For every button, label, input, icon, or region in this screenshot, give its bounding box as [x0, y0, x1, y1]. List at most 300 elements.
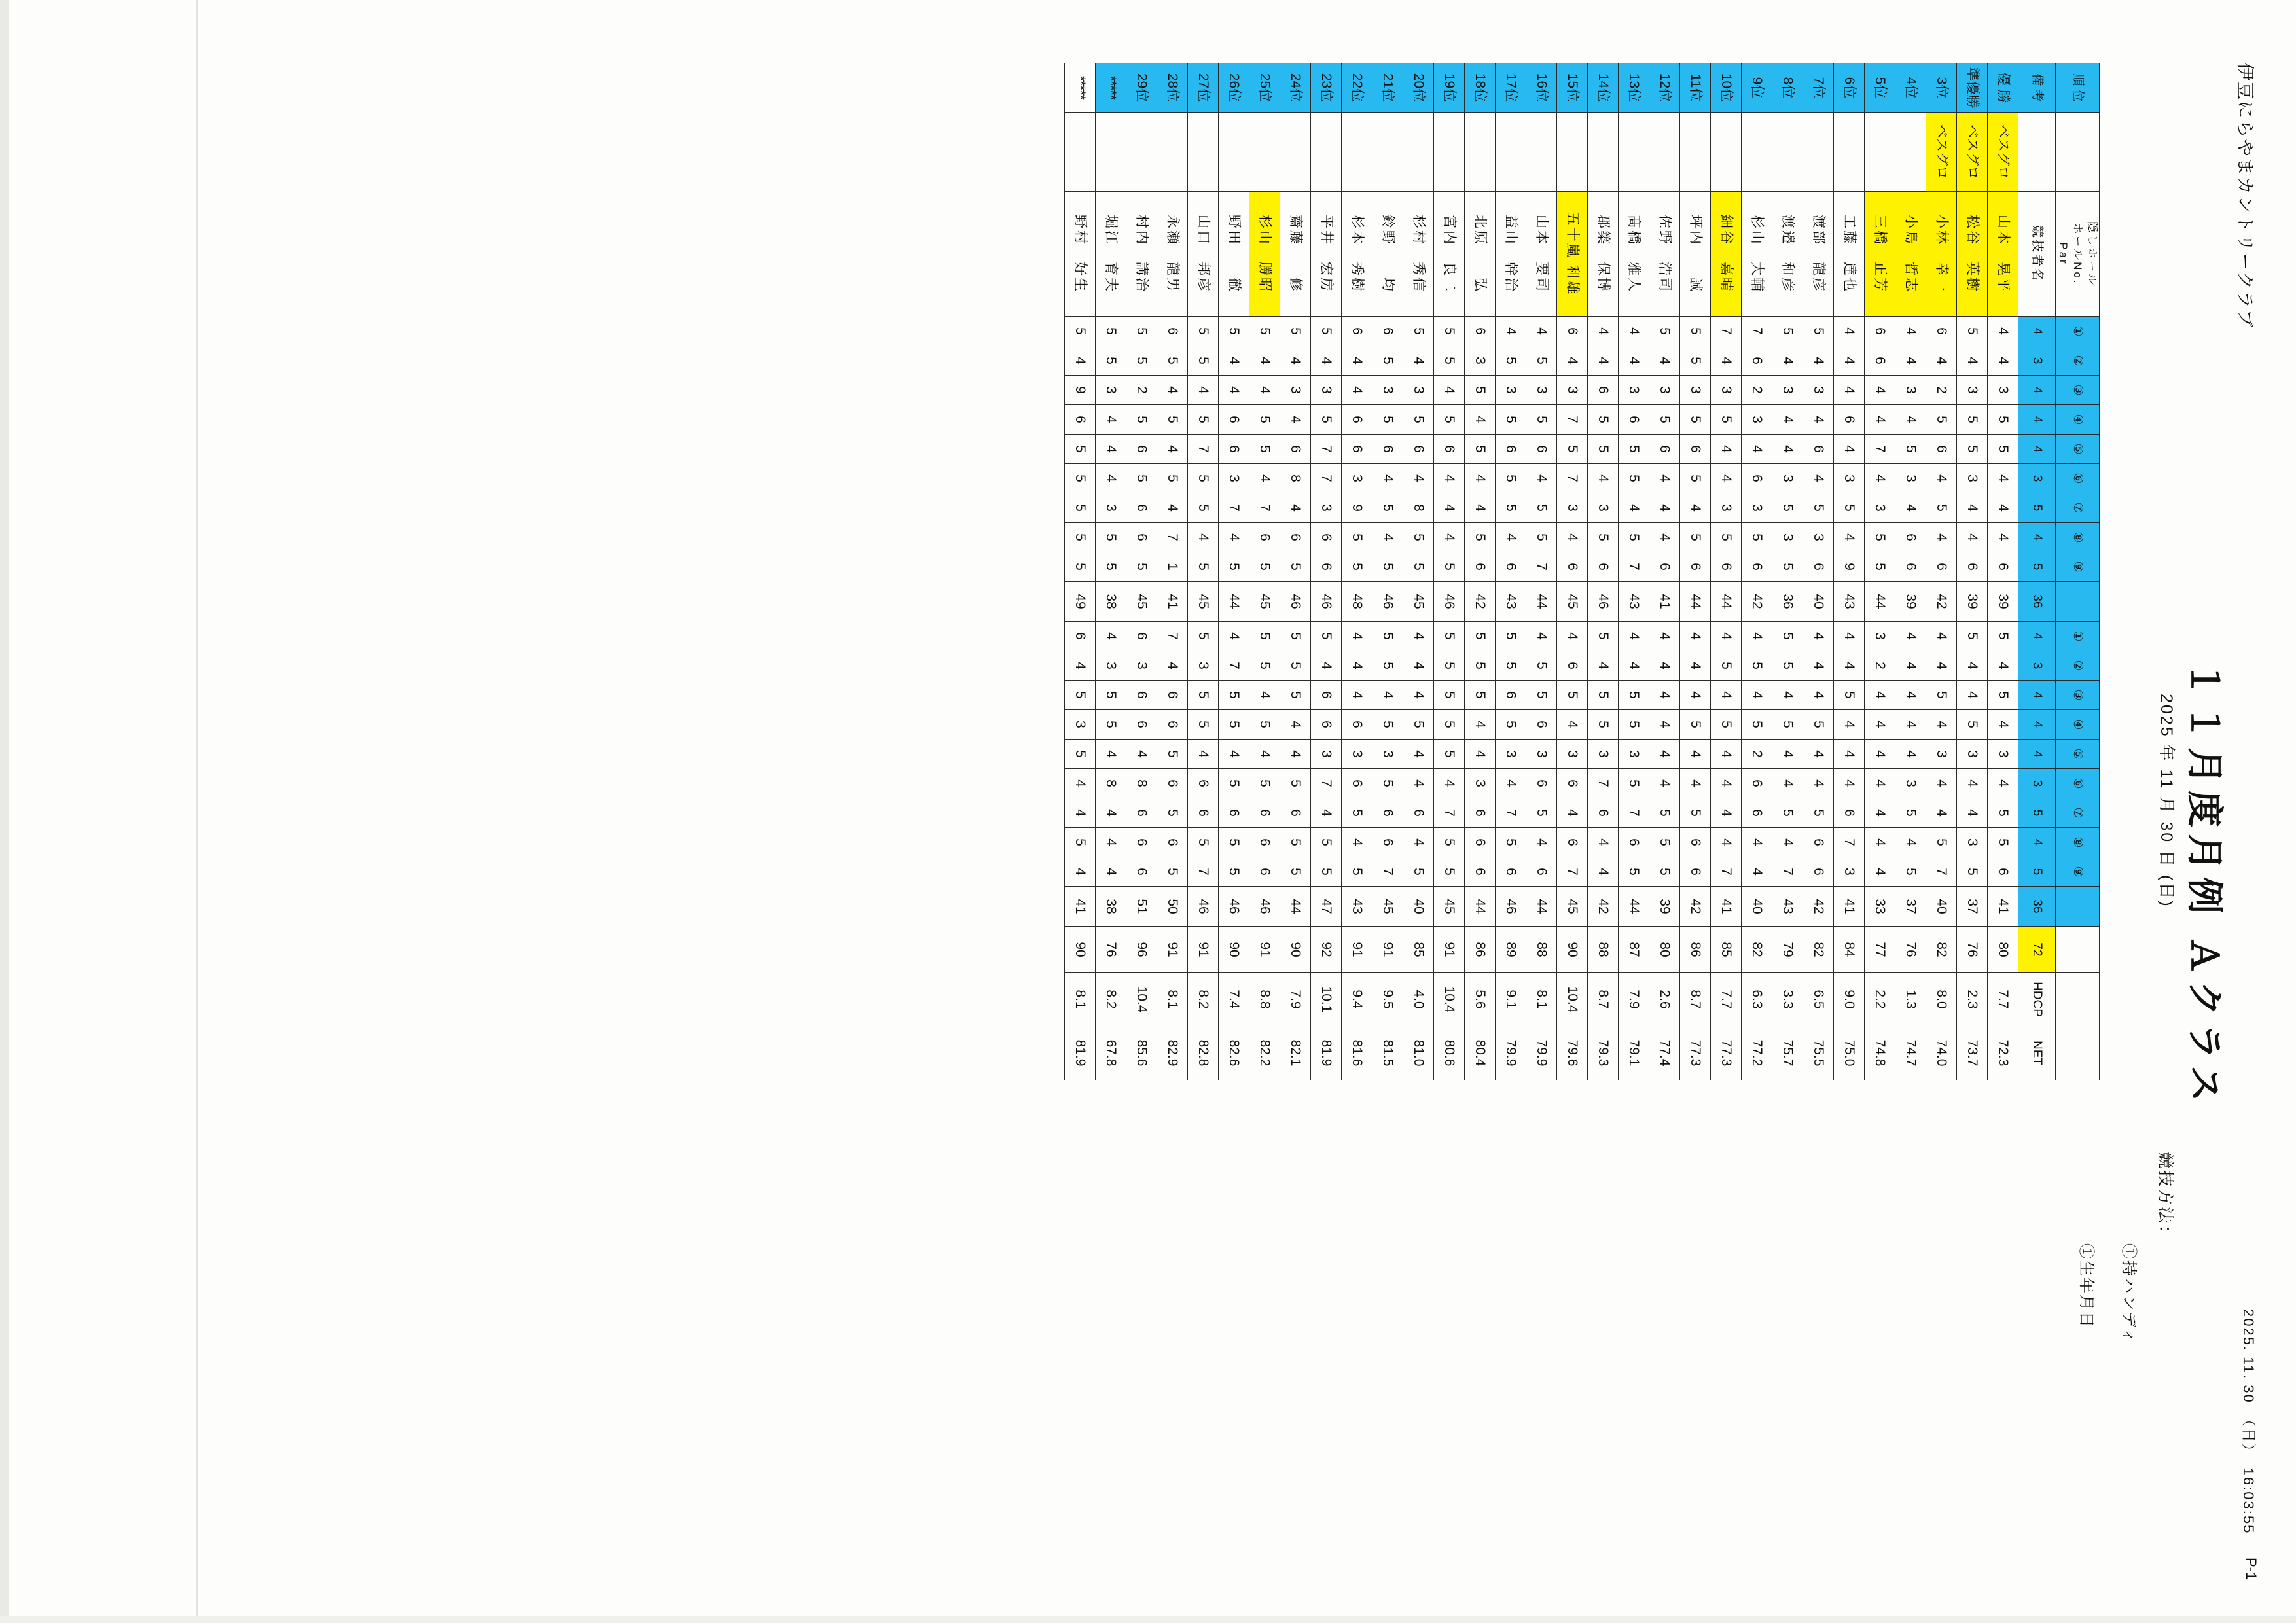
row-23-out-9: 5	[1280, 552, 1311, 582]
row-21-out-3: 4	[1342, 376, 1372, 405]
row-29-in-6: 8	[1096, 769, 1126, 798]
row-17-out-2: 3	[1465, 346, 1496, 376]
row-9-rank: 10位	[1711, 63, 1742, 113]
row-11-out-6: 4	[1649, 464, 1680, 493]
row-12-in-5: 3	[1619, 740, 1649, 769]
table-row	[1403, 63, 1434, 1080]
row-18-hdcp: 10.4	[1434, 973, 1465, 1026]
row-0-hdcp: 7.7	[1988, 973, 2018, 1026]
par-in-5: 4	[2018, 740, 2056, 769]
row-20-in-1: 5	[1372, 622, 1403, 651]
row-7-in-6: 4	[1772, 769, 1803, 798]
par-out-5: 4	[2018, 435, 2056, 464]
row-7-note	[1772, 113, 1803, 192]
row-6-name: 渡部 龍彦	[1803, 192, 1834, 317]
row-29-out-6: 4	[1096, 464, 1126, 493]
row-3-out-8: 6	[1895, 523, 1926, 552]
row-27-out-6: 5	[1157, 464, 1188, 493]
row-28-out-5: 6	[1126, 435, 1157, 464]
par-total: 72	[2018, 927, 2056, 973]
row-15-in-9: 6	[1526, 857, 1557, 887]
row-6-in-7: 5	[1803, 798, 1834, 828]
row-1-out-9: 6	[1957, 552, 1988, 582]
row-10-out-8: 5	[1680, 523, 1711, 552]
row-25-in-8: 5	[1219, 828, 1249, 857]
row-8-rank: 9位	[1742, 63, 1772, 113]
row-0-out-4: 5	[1988, 405, 2018, 435]
row-21-in-1: 4	[1342, 622, 1372, 651]
row-10-in-8: 6	[1680, 828, 1711, 857]
row-5-out-2: 4	[1834, 346, 1865, 376]
header-player: 競技者名	[2018, 192, 2056, 317]
row-17-in-5: 4	[1465, 740, 1496, 769]
row-1-out-3: 3	[1957, 376, 1988, 405]
row-15-out-3: 3	[1526, 376, 1557, 405]
row-3-total: 76	[1895, 927, 1926, 973]
row-26-out-9: 5	[1188, 552, 1219, 582]
row-19-in-3: 4	[1403, 681, 1434, 710]
row-7-out-9: 5	[1772, 552, 1803, 582]
row-18-out-3: 4	[1434, 376, 1465, 405]
row-20-total: 91	[1372, 927, 1403, 973]
row-25-in-5: 4	[1219, 740, 1249, 769]
row-23-out-7: 4	[1280, 493, 1311, 523]
row-20-out-5: 6	[1372, 435, 1403, 464]
row-22-name: 平井 宏房	[1311, 192, 1342, 317]
row-14-out-3: 3	[1557, 376, 1588, 405]
row-7-in-9: 7	[1772, 857, 1803, 887]
row-15-in-4: 6	[1526, 710, 1557, 740]
row-1-in-6: 4	[1957, 769, 1988, 798]
row-26-out-8: 4	[1188, 523, 1219, 552]
row-4-in-5: 4	[1865, 740, 1895, 769]
par-in-9: 5	[2018, 857, 2056, 887]
row-16-out-sum: 43	[1496, 582, 1526, 622]
row-3-in-8: 4	[1895, 828, 1926, 857]
row-22-out-sum: 46	[1311, 582, 1342, 622]
row-28-name: 村内 講治	[1126, 192, 1157, 317]
row-24-in-2: 5	[1249, 651, 1280, 681]
row-0-in-9: 6	[1988, 857, 2018, 887]
row-2-out-sum: 42	[1926, 582, 1957, 622]
par-out-1: 4	[2018, 317, 2056, 346]
row-30-in-4: 3	[1065, 710, 1096, 740]
row-29-in-3: 5	[1096, 681, 1126, 710]
row-6-in-1: 4	[1803, 622, 1834, 651]
row-30-in-5: 5	[1065, 740, 1096, 769]
row-22-out-9: 6	[1311, 552, 1342, 582]
row-24-in-4: 5	[1249, 710, 1280, 740]
row-11-out-7: 4	[1649, 493, 1680, 523]
row-25-out-3: 4	[1219, 376, 1249, 405]
row-12-name: 髙橋 雅人	[1619, 192, 1649, 317]
row-12-in-8: 6	[1619, 828, 1649, 857]
row-10-in-1: 4	[1680, 622, 1711, 651]
row-18-net: 80.6	[1434, 1026, 1465, 1080]
row-11-out-sum: 41	[1649, 582, 1680, 622]
row-2-in-4: 4	[1926, 710, 1957, 740]
row-15-out-4: 5	[1526, 405, 1557, 435]
row-7-out-5: 4	[1772, 435, 1803, 464]
row-29-out-2: 5	[1096, 346, 1126, 376]
row-23-in-2: 5	[1280, 651, 1311, 681]
row-0-rank: 優 勝	[1988, 63, 2018, 113]
row-27-out-3: 4	[1157, 376, 1188, 405]
row-28-out-3: 2	[1126, 376, 1157, 405]
row-5-out-1: 4	[1834, 317, 1865, 346]
row-17-out-8: 5	[1465, 523, 1496, 552]
row-9-out-3: 3	[1711, 376, 1742, 405]
row-16-out-2: 5	[1496, 346, 1526, 376]
row-19-out-4: 5	[1403, 405, 1434, 435]
row-14-out-5: 5	[1557, 435, 1588, 464]
row-13-in-4: 5	[1588, 710, 1619, 740]
header-out-hole-3: ③	[2056, 376, 2100, 405]
row-28-out-9: 5	[1126, 552, 1157, 582]
row-16-out-3: 3	[1496, 376, 1526, 405]
row-25-out-5: 6	[1219, 435, 1249, 464]
row-20-out-3: 3	[1372, 376, 1403, 405]
row-26-net: 82.8	[1188, 1026, 1219, 1080]
row-14-out-8: 4	[1557, 523, 1588, 552]
row-20-out-9: 5	[1372, 552, 1403, 582]
row-4-in-1: 3	[1865, 622, 1895, 651]
row-17-in-6: 3	[1465, 769, 1496, 798]
row-23-net: 82.1	[1280, 1026, 1311, 1080]
row-26-out-4: 5	[1188, 405, 1219, 435]
row-30-out-sum: 49	[1065, 582, 1096, 622]
row-19-in-2: 4	[1403, 651, 1434, 681]
row-29-net: 67.8	[1096, 1026, 1126, 1080]
row-24-out-3: 4	[1249, 376, 1280, 405]
row-11-total: 80	[1649, 927, 1680, 973]
row-21-name: 杉本 秀樹	[1342, 192, 1372, 317]
row-27-out-9: 1	[1157, 552, 1188, 582]
row-1-in-1: 5	[1957, 622, 1988, 651]
row-19-in-5: 4	[1403, 740, 1434, 769]
row-14-in-1: 4	[1557, 622, 1588, 651]
row-27-in-2: 4	[1157, 651, 1188, 681]
row-13-hdcp: 8.7	[1588, 973, 1619, 1026]
row-2-in-6: 4	[1926, 769, 1957, 798]
table-row	[1988, 63, 2018, 1080]
row-24-in-sum: 46	[1249, 887, 1280, 927]
row-7-in-4: 5	[1772, 710, 1803, 740]
row-10-out-5: 6	[1680, 435, 1711, 464]
row-4-out-5: 7	[1865, 435, 1895, 464]
row-29-total: 76	[1096, 927, 1126, 973]
header-out-hole-1: ①	[2056, 317, 2100, 346]
row-26-hdcp: 8.2	[1188, 973, 1219, 1026]
row-22-out-3: 3	[1311, 376, 1342, 405]
row-1-out-2: 4	[1957, 346, 1988, 376]
row-14-net: 79.6	[1557, 1026, 1588, 1080]
row-23-out-2: 4	[1280, 346, 1311, 376]
row-13-out-2: 4	[1588, 346, 1619, 376]
row-18-in-6: 4	[1434, 769, 1465, 798]
row-27-in-6: 6	[1157, 769, 1188, 798]
row-10-out-1: 5	[1680, 317, 1711, 346]
row-7-out-sum: 36	[1772, 582, 1803, 622]
row-30-out-3: 9	[1065, 376, 1096, 405]
table-row	[1742, 63, 1772, 1080]
row-6-in-8: 6	[1803, 828, 1834, 857]
row-1-in-5: 3	[1957, 740, 1988, 769]
row-25-in-4: 5	[1219, 710, 1249, 740]
row-4-out-1: 6	[1865, 317, 1895, 346]
row-8-out-3: 2	[1742, 376, 1772, 405]
row-11-in-3: 4	[1649, 681, 1680, 710]
row-24-out-9: 5	[1249, 552, 1280, 582]
row-27-out-sum: 41	[1157, 582, 1188, 622]
row-11-in-5: 4	[1649, 740, 1680, 769]
row-3-rank: 4位	[1895, 63, 1926, 113]
row-15-note	[1526, 113, 1557, 192]
row-8-hdcp: 6.3	[1742, 973, 1772, 1026]
row-0-in-5: 3	[1988, 740, 2018, 769]
table-row	[1895, 63, 1926, 1080]
table-row	[1157, 63, 1188, 1080]
row-22-in-6: 7	[1311, 769, 1342, 798]
row-24-in-1: 5	[1249, 622, 1280, 651]
row-26-in-4: 5	[1188, 710, 1219, 740]
row-21-total: 91	[1342, 927, 1372, 973]
row-30-out-7: 5	[1065, 493, 1096, 523]
row-23-out-6: 8	[1280, 464, 1311, 493]
row-26-out-7: 5	[1188, 493, 1219, 523]
row-7-out-1: 5	[1772, 317, 1803, 346]
row-23-out-3: 3	[1280, 376, 1311, 405]
row-17-in-7: 6	[1465, 798, 1496, 828]
row-13-in-3: 5	[1588, 681, 1619, 710]
row-28-note	[1126, 113, 1157, 192]
row-30-out-4: 6	[1065, 405, 1096, 435]
header-in-hole-7: ⑦	[2056, 798, 2100, 828]
row-5-out-5: 4	[1834, 435, 1865, 464]
row-28-in-9: 6	[1126, 857, 1157, 887]
row-30-out-1: 5	[1065, 317, 1096, 346]
row-5-out-4: 6	[1834, 405, 1865, 435]
row-26-out-sum: 45	[1188, 582, 1219, 622]
row-13-name: 郡築 保博	[1588, 192, 1619, 317]
table-row	[1126, 63, 1157, 1080]
row-8-in-8: 4	[1742, 828, 1772, 857]
row-11-name: 佐野 浩司	[1649, 192, 1680, 317]
row-24-name: 杉山 勝昭	[1249, 192, 1280, 317]
table-row	[1465, 63, 1496, 1080]
header-in-hole-5: ⑤	[2056, 740, 2100, 769]
row-16-in-sum: 46	[1496, 887, 1526, 927]
row-18-out-sum: 46	[1434, 582, 1465, 622]
row-13-rank: 14位	[1588, 63, 1619, 113]
row-0-out-1: 4	[1988, 317, 2018, 346]
row-2-note: ベスグロ	[1926, 113, 1957, 192]
row-30-rank: *****	[1065, 63, 1096, 113]
row-2-out-3: 2	[1926, 376, 1957, 405]
row-6-note	[1803, 113, 1834, 192]
row-30-in-3: 5	[1065, 681, 1096, 710]
table-row	[1834, 63, 1865, 1080]
row-23-in-4: 4	[1280, 710, 1311, 740]
row-9-in-7: 4	[1711, 798, 1742, 828]
row-0-note: ベスグロ	[1988, 113, 2018, 192]
header-out-hole-6: ⑥	[2056, 464, 2100, 493]
row-19-in-9: 5	[1403, 857, 1434, 887]
row-6-out-9: 6	[1803, 552, 1834, 582]
row-5-in-8: 7	[1834, 828, 1865, 857]
row-25-in-7: 6	[1219, 798, 1249, 828]
row-12-out-3: 3	[1619, 376, 1649, 405]
row-15-hdcp: 8.1	[1526, 973, 1557, 1026]
row-22-in-4: 6	[1311, 710, 1342, 740]
row-18-out-2: 5	[1434, 346, 1465, 376]
row-2-total: 82	[1926, 927, 1957, 973]
table-row	[1803, 63, 1834, 1080]
row-6-in-4: 5	[1803, 710, 1834, 740]
row-9-name: 細谷 嘉晴	[1711, 192, 1742, 317]
row-2-out-9: 6	[1926, 552, 1957, 582]
row-17-out-1: 6	[1465, 317, 1496, 346]
row-14-in-3: 5	[1557, 681, 1588, 710]
row-11-out-8: 4	[1649, 523, 1680, 552]
row-6-out-3: 3	[1803, 376, 1834, 405]
row-11-in-9: 5	[1649, 857, 1680, 887]
row-1-in-3: 4	[1957, 681, 1988, 710]
table-row	[1680, 63, 1711, 1080]
row-28-in-2: 3	[1126, 651, 1157, 681]
row-27-in-7: 5	[1157, 798, 1188, 828]
row-29-rank: *****	[1096, 63, 1126, 113]
row-23-in-7: 6	[1280, 798, 1311, 828]
row-11-rank: 12位	[1649, 63, 1680, 113]
row-1-name: 松谷 英樹	[1957, 192, 1988, 317]
row-12-out-5: 5	[1619, 435, 1649, 464]
row-27-in-3: 6	[1157, 681, 1188, 710]
row-4-note	[1865, 113, 1895, 192]
row-7-in-2: 5	[1772, 651, 1803, 681]
row-16-total: 89	[1496, 927, 1526, 973]
row-15-in-8: 4	[1526, 828, 1557, 857]
row-25-in-2: 7	[1219, 651, 1249, 681]
row-13-out-sum: 46	[1588, 582, 1619, 622]
row-25-in-6: 5	[1219, 769, 1249, 798]
row-4-total: 77	[1865, 927, 1895, 973]
row-12-in-sum: 44	[1619, 887, 1649, 927]
row-19-out-7: 8	[1403, 493, 1434, 523]
row-25-out-6: 3	[1219, 464, 1249, 493]
row-1-out-7: 4	[1957, 493, 1988, 523]
row-9-out-2: 4	[1711, 346, 1742, 376]
row-11-out-1: 5	[1649, 317, 1680, 346]
row-10-name: 坪内 誠	[1680, 192, 1711, 317]
row-24-out-sum: 45	[1249, 582, 1280, 622]
event-date: 2025 年 11 月 30 日 (日)	[2157, 694, 2176, 908]
row-13-note	[1588, 113, 1619, 192]
row-30-name: 野村 好生	[1065, 192, 1096, 317]
row-10-in-2: 4	[1680, 651, 1711, 681]
row-20-in-9: 7	[1372, 857, 1403, 887]
row-25-out-4: 6	[1219, 405, 1249, 435]
row-11-in-1: 4	[1649, 622, 1680, 651]
row-23-total: 90	[1280, 927, 1311, 973]
row-29-out-5: 4	[1096, 435, 1126, 464]
row-18-out-8: 4	[1434, 523, 1465, 552]
row-18-name: 宮内 良二	[1434, 192, 1465, 317]
row-13-out-8: 5	[1588, 523, 1619, 552]
row-5-in-6: 4	[1834, 769, 1865, 798]
row-24-out-6: 4	[1249, 464, 1280, 493]
row-0-out-sum: 39	[1988, 582, 2018, 622]
row-28-out-7: 6	[1126, 493, 1157, 523]
row-12-total: 87	[1619, 927, 1649, 973]
row-2-in-2: 4	[1926, 651, 1957, 681]
row-25-out-sum: 44	[1219, 582, 1249, 622]
row-2-in-1: 4	[1926, 622, 1957, 651]
row-17-in-8: 6	[1465, 828, 1496, 857]
row-9-out-7: 3	[1711, 493, 1742, 523]
par-out-4: 4	[2018, 405, 2056, 435]
row-18-rank: 19位	[1434, 63, 1465, 113]
row-1-in-7: 4	[1957, 798, 1988, 828]
table-row	[1619, 63, 1649, 1080]
row-3-out-5: 5	[1895, 435, 1926, 464]
row-17-hdcp: 5.6	[1465, 973, 1496, 1026]
row-1-out-4: 5	[1957, 405, 1988, 435]
row-10-in-5: 4	[1680, 740, 1711, 769]
row-22-rank: 23位	[1311, 63, 1342, 113]
row-28-out-8: 6	[1126, 523, 1157, 552]
row-27-in-8: 6	[1157, 828, 1188, 857]
row-20-out-7: 5	[1372, 493, 1403, 523]
header-in-hole-9: ⑨	[2056, 857, 2100, 887]
row-15-in-sum: 44	[1526, 887, 1557, 927]
row-11-in-sum: 39	[1649, 887, 1680, 927]
row-25-name: 野田 徹	[1219, 192, 1249, 317]
row-8-name: 杉山 大輔	[1742, 192, 1772, 317]
table-row	[1649, 63, 1680, 1080]
row-0-in-8: 5	[1988, 828, 2018, 857]
row-6-in-3: 4	[1803, 681, 1834, 710]
row-30-in-1: 6	[1065, 622, 1096, 651]
row-12-net: 79.1	[1619, 1026, 1649, 1080]
row-22-note	[1311, 113, 1342, 192]
row-26-in-6: 6	[1188, 769, 1219, 798]
row-18-out-9: 5	[1434, 552, 1465, 582]
row-24-out-1: 5	[1249, 317, 1280, 346]
row-27-out-8: 7	[1157, 523, 1188, 552]
row-3-out-3: 3	[1895, 376, 1926, 405]
row-12-in-4: 5	[1619, 710, 1649, 740]
row-7-rank: 8位	[1772, 63, 1803, 113]
row-4-out-8: 5	[1865, 523, 1895, 552]
row-7-in-1: 5	[1772, 622, 1803, 651]
par-out-6: 3	[2018, 464, 2056, 493]
table-row	[1557, 63, 1588, 1080]
row-29-out-sum: 38	[1096, 582, 1126, 622]
row-5-in-2: 4	[1834, 651, 1865, 681]
row-30-out-2: 4	[1065, 346, 1096, 376]
row-22-out-5: 7	[1311, 435, 1342, 464]
row-9-in-8: 4	[1711, 828, 1742, 857]
header-out-hole-7: ⑦	[2056, 493, 2100, 523]
row-7-out-6: 3	[1772, 464, 1803, 493]
row-0-in-7: 5	[1988, 798, 2018, 828]
header-note-label: 備 考	[2018, 63, 2056, 113]
row-3-out-9: 6	[1895, 552, 1926, 582]
row-29-in-sum: 38	[1096, 887, 1126, 927]
row-23-out-4: 4	[1280, 405, 1311, 435]
row-3-in-sum: 37	[1895, 887, 1926, 927]
